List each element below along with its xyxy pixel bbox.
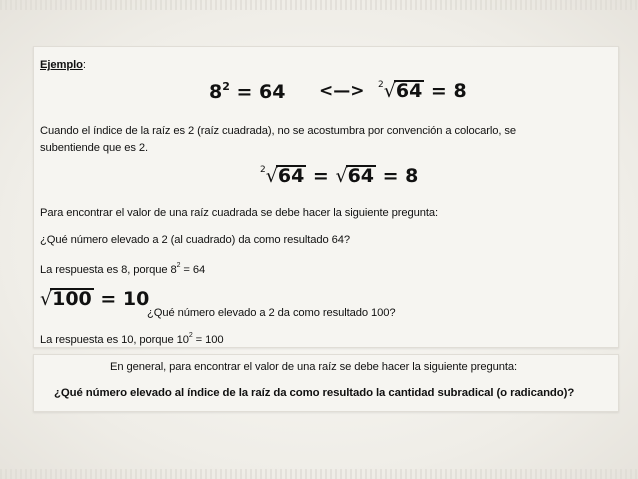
answer-2-rest: = 100 (192, 334, 224, 346)
summary-line-1: En general, para encontrar el valor de una raíz se debe hacer la siguiente pregunta: (110, 361, 518, 373)
radical-sign-icon: √ (265, 165, 278, 187)
eq3-rest: = 8 (376, 165, 419, 187)
equivalence-arrow: <—> (319, 81, 365, 101)
eq2-index: 2 (378, 80, 384, 90)
eq1-base: 8 (209, 81, 223, 103)
question-2: ¿Qué número elevado a 2 da como resultado 100? (147, 307, 396, 319)
radical-sign-icon: √ (383, 80, 396, 102)
radical-sign-icon: √ (40, 288, 53, 310)
answer-1-exponent: 2 (176, 262, 181, 269)
answer-2-text: La respuesta es 10, porque 10 (40, 334, 189, 346)
equation-root (378, 80, 467, 102)
eq2-radicand: 64 (395, 80, 423, 102)
eq3-mid: = (306, 165, 336, 187)
eq3-radicand-1: 64 (277, 165, 305, 187)
eq4-rest: = 10 (93, 288, 150, 310)
equation-square-root-equivalence (260, 165, 418, 187)
eq1-rest: = 64 (229, 81, 286, 103)
summary-question: ¿Qué número elevado al índice de la raíz da como resultado la cantidad subradical (o radicando)? (54, 387, 575, 399)
equation-root-100 (40, 288, 149, 310)
example-colon: : (82, 59, 86, 71)
eq2-rest: = 8 (424, 80, 467, 102)
answer-1-rest: = 64 (180, 264, 206, 276)
example-label: Ejemplo (40, 59, 83, 71)
explanation-line-1: Cuando el índice de la raíz es 2 (raíz cuadrada), no se acostumbra por convención a colocarlo, se (40, 125, 516, 137)
eq3-radicand-2: 64 (347, 165, 375, 187)
equation-power (209, 80, 285, 103)
example-heading (40, 59, 86, 71)
top-border-decoration (0, 0, 638, 10)
answer-1-text: La respuesta es 8, porque 8 (40, 264, 177, 276)
summary-box (33, 354, 619, 412)
eq1-exponent: 2 (222, 80, 230, 93)
instruction-text: Para encontrar el valor de una raíz cuadrada se debe hacer la siguiente pregunta: (40, 207, 439, 219)
bottom-border-decoration (0, 469, 638, 479)
eq4-radicand: 100 (52, 288, 92, 310)
radical-sign-icon: √ (335, 165, 348, 187)
answer-2 (40, 332, 224, 346)
explanation-line-2: subentiende que es 2. (40, 142, 148, 154)
answer-1 (40, 262, 205, 276)
eq3-index: 2 (260, 165, 266, 175)
example-panel (33, 46, 619, 348)
answer-2-exponent: 2 (188, 332, 193, 339)
question-1: ¿Qué número elevado a 2 (al cuadrado) da como resultado 64? (40, 234, 351, 246)
